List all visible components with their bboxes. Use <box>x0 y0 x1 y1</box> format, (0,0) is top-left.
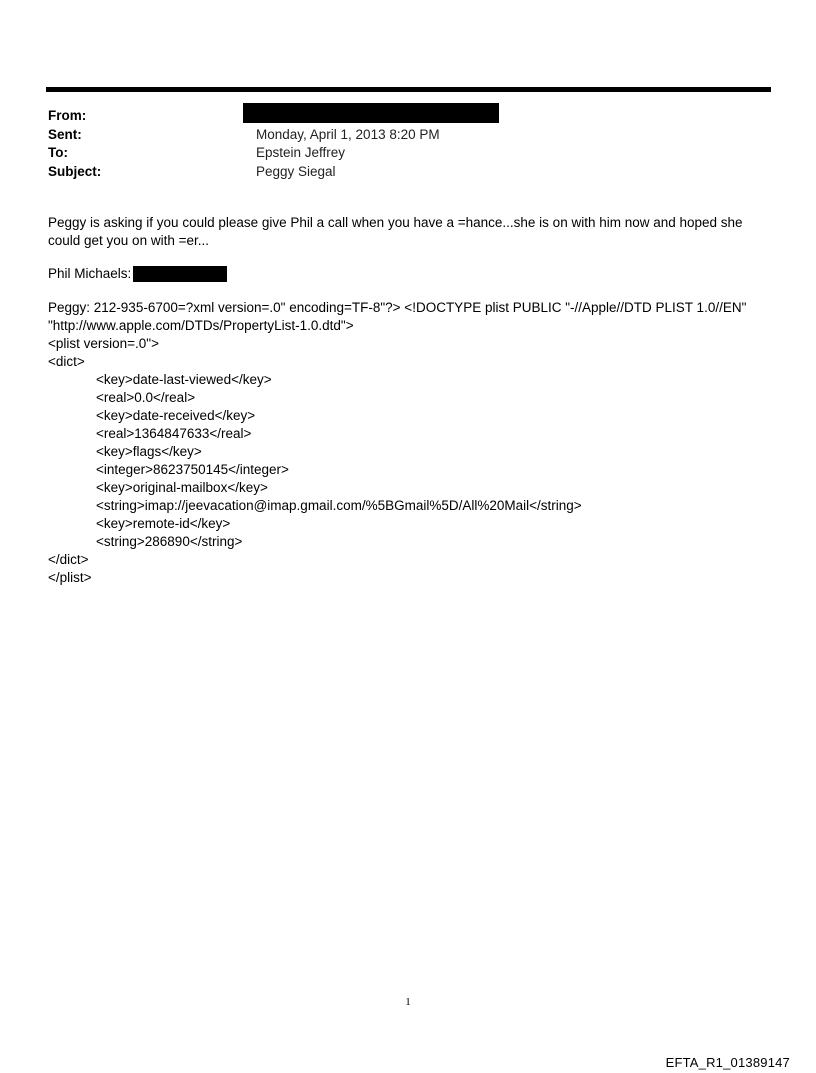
dict-line: <key>remote-id</key> <box>96 516 231 531</box>
dict-line: <string>286890</string> <box>96 534 243 549</box>
dict-line: <string>imap://jeevacation@imap.gmail.com/%5BGmail%5D/All%20Mail</string> <box>96 498 582 513</box>
dict-close: </dict> <box>48 552 89 567</box>
body-paragraph: Peggy is asking if you could please give Phil a call when you have a =hance...she is on with him now and hoped she could get you on with =er... <box>48 215 743 248</box>
from-redaction <box>243 103 499 123</box>
to-row <box>48 144 748 163</box>
phil-redaction <box>133 266 227 282</box>
to-label: To: <box>48 145 68 160</box>
dict-open: <dict> <box>48 354 85 369</box>
plist-close: </plist> <box>48 570 92 585</box>
plist-open: <plist version=.0"> <box>48 336 159 351</box>
dict-line: <key>date-received</key> <box>96 408 256 423</box>
page-number: 1 <box>405 996 411 1008</box>
sent-label: Sent: <box>48 126 82 142</box>
sent-value: Monday, April 1, 2013 8:20 PM <box>256 126 440 142</box>
dict-line: <key>original-mailbox</key> <box>96 480 268 495</box>
dict-line: <real>0.0</real> <box>96 390 196 405</box>
email-body <box>48 214 778 587</box>
phil-label: Phil Michaels: <box>48 266 132 281</box>
to-value: Epstein Jeffrey <box>256 145 346 160</box>
sent-row <box>48 126 748 145</box>
peggy-line-2: "http://www.apple.com/DTDs/PropertyList-1.0.dtd"> <box>48 318 354 333</box>
email-header <box>48 107 748 181</box>
phil-contact-line <box>48 265 778 284</box>
header-rule <box>46 87 771 92</box>
dict-line: <key>date-last-viewed</key> <box>96 372 272 387</box>
subject-label: Subject: <box>48 163 102 179</box>
dict-line: <real>1364847633</real> <box>96 426 252 441</box>
peggy-line-1: Peggy: 212-935-6700=?xml version=.0" encoding=TF-8"?> <!DOCTYPE plist PUBLIC "-//Apple//DTD PLIST 1.0//EN" <box>48 300 747 315</box>
from-label: From: <box>48 108 87 123</box>
dict-line: <key>flags</key> <box>96 444 202 459</box>
dict-line: <integer>8623750145</integer> <box>96 462 289 477</box>
from-row <box>48 107 748 126</box>
subject-row <box>48 163 748 182</box>
subject-value: Peggy Siegal <box>256 163 336 179</box>
document-id: EFTA_R1_01389147 <box>665 1055 790 1070</box>
